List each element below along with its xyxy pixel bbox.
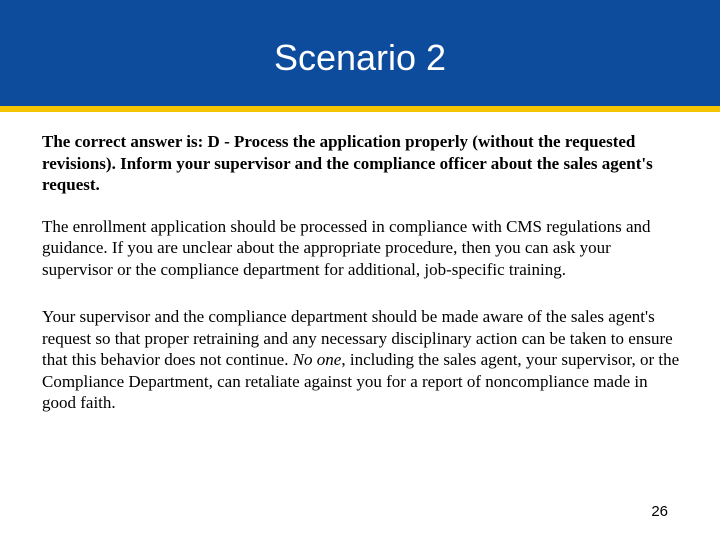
processing-paragraph: The enrollment application should be processed in compliance with CMS regulations and guidance. If you are unclear about the appropriate procedure, then you can ask your supervisor or the compliance department for additional, job-specific training. — [42, 216, 651, 279]
slide-title: Scenario 2 — [273, 37, 447, 78]
answer-paragraph: The correct answer is: D - Process the application properly (without the requested revisions). Inform your supervisor and the compliance officer about the sales agent's request. — [42, 132, 653, 194]
awareness-text-end: , including the sales agent, your supervisor, or the Compliance Department, can retaliate against you for a report of noncompliance made in good faith. — [42, 350, 680, 412]
emphasis-no-one: No one — [292, 350, 342, 369]
slide-header — [0, 0, 720, 112]
awareness-paragraph — [42, 306, 682, 414]
page-number: 26 — [651, 503, 668, 520]
awareness-text-start: Your supervisor and the compliance department should be made aware of the sales agent's request so that proper retraining and any necessary disciplinary action can be taken to ensure that this behavior does not continue. — [42, 307, 673, 369]
slide-content — [42, 131, 682, 414]
